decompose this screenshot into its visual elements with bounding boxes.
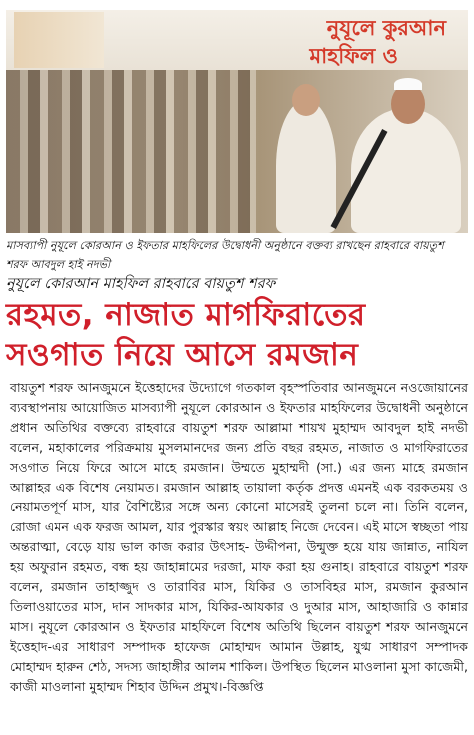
event-banner [6,10,468,70]
seated-guest [276,100,336,233]
article-kicker: নুযূলে কোরআন মাহফিল রাহবারে বায়তুশ শরফ [6,276,276,292]
banner-text-line1: নুযূলে কুরআন [326,16,446,40]
photo-caption: মাসব্যাপী নুযূলে কোরআন ও ইফতার মাহফিলের উদ্বোধনী অনুষ্ঠানে বক্তব্য রাখছেন রাহবারে বায়তুশ শরফ আবদুল হাই নদভী [6,239,444,271]
article-headline: রহমত, নাজাত মাগফিরাতের সওগাত নিয়ে আসে রমজান [6,297,366,373]
event-photo [6,10,468,233]
speaker-head [391,84,425,124]
banner-text-line2: মাহফিল ও [309,44,398,68]
speaker-cap [394,78,422,90]
seated-guest-head [292,84,320,116]
banner-decoration [14,12,104,68]
speaker [351,108,461,233]
article-body: বায়তুশ শরফ আনজুমনে ইত্তেহাদের উদ্যোগে গতকাল বৃহস্পতিবার আনজুমনে নওজোয়ানের ব্যবস্থাপনায় আয়োজিত মাসব্যাপী নুযূলে কোরআন ও ইফতার মাহফিলের উদ্বোধনী অনুষ্ঠানে প্রধান অতিথির বক্তব্যে রাহবারে বায়তুশ শরফ আল্লামা শায়খ মুহাম্মদ আবদুল হাই নদভী বলেন, মহাকালের পরিক্রমায় মুসলমানদের জন্য প্রতি বছর রহমত, নাজাত ও মাগফিরাতের সওগাত নিয়ে ফিরে আসে মাহে রমজান। উম্মতে মুহাম্মদী (সা.) এর জন্য মাহে রমজান আল্লাহর এক বিশেষ নেয়ামত। রমজান আল্লাহ তায়ালা কর্তৃক প্রদত্ত এমনই এক বরকতময় ও নেয়ামতপূর্ণ মাস, যার বৈশিষ্ট্যের সঙ্গে অন্য কোনো মাসেরই তুলনা চলে না। তিনি বলেন, রোজা এমন এক ফরজ আমল, যার পুরস্কার স্বয়ং আল্লাহ নিজে দেবেন। এই মাসে স্বচ্ছতা পায় অন্তরাত্মা, বেড়ে যায় ভাল কাজ করার উৎসাহ- উদ্দীপনা, উন্মুক্ত হয়ে যায় জান্নাত, নাযিল হয় অফুরান রহমত, বন্ধ হয় জাহান্নামের দরজা, মাফ করা হয় গুনাহ। রাহবারে বায়তুশ শরফ বলেন, রমজান তাহাজ্জুদ ও তারাবির মাস, যিকির ও তাসবিহর মাস, রমজান কুরআন তিলাওয়াতের মাস, দান সাদকার মাস, যিকির-আযকার ও দুআর মাস, আহাজারি ও কান্নার মাস। নুযূলে কোরআন ও ইফতার মাহফিলে বিশেষ অতিথি ছিলেন বায়তুশ শরফ আনজুমনে ইত্তেহাদ-এর সাধারণ সম্পাদক হাফেজ মোহাম্মদ আমান উল্লাহ, যুগ্ম সাধারণ সম্পাদক মোহাম্মদ হারুন শেঠ, সদস্য জাহাঙ্গীর আলম শাকিল। উপস্থিত ছিলেন মাওলানা মুসা কাজেমী, কাজী মাওলানা মুহাম্মদ শিহাব উদ্দিন প্রমুখ।-বিজ্ঞপ্তি [10,380,469,694]
audience-crowd [6,70,256,233]
audience-scene [6,70,468,233]
